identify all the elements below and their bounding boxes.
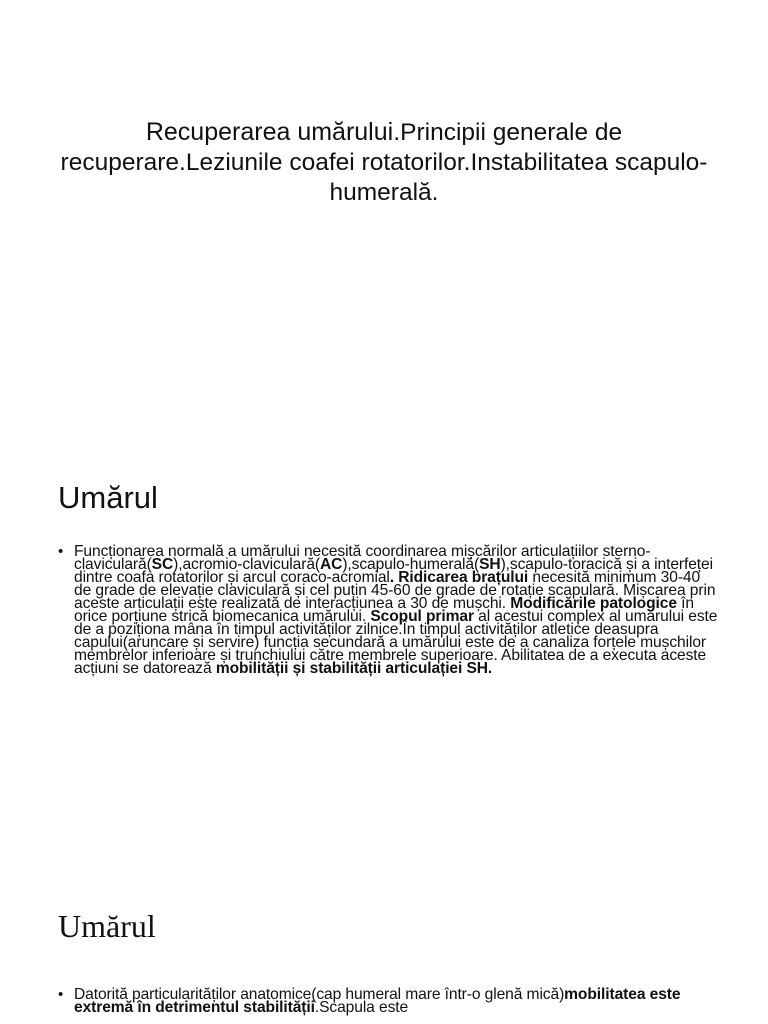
bullet-list (58, 988, 718, 1014)
text-run: necesită minimum 30-40 de grade de elevație claviculară și cel puțin 45-60 de grade de rotație scapulară. Mișcarea prin aceste articulații este realizată de interacțiunea a 30 de mușchi. (74, 569, 716, 612)
text-run: ),acromio-claviculară( (173, 556, 320, 573)
slide-heading: Umărul (58, 480, 158, 515)
text-run-bold: AC (319, 556, 343, 573)
text-run-bold: SC (151, 556, 174, 573)
title-rest: Principii generale de recuperare.Leziunile coafei rotatorilor.Instabilitatea scapulo-humerală. (60, 119, 708, 206)
presentation-title (60, 117, 708, 208)
text-run: .Scapula este (314, 999, 409, 1016)
slide-umarul-stability (0, 864, 768, 1024)
bullet-list (58, 545, 718, 675)
bullet-text (74, 986, 680, 1016)
bullet-icon: • (58, 986, 64, 1003)
text-run: ),scapulo-toracică și a interfeței dintre coafa rotatorilor și arcul coraco-acromial (74, 556, 713, 586)
text-run-bold: SH (479, 556, 501, 573)
slide-heading: Umărul (58, 908, 156, 944)
list-item (58, 988, 718, 1014)
text-run-bold: mobilității și stabilității articulației SH. (215, 660, 493, 677)
text-run: ),scapulo-humerală( (342, 556, 480, 573)
text-run-bold: Scopul primar (370, 608, 474, 625)
text-run-bold: . Ridicarea brațului (389, 569, 529, 586)
text-run: în orice porțiune strică biomecanica umărului. (74, 595, 694, 625)
bullet-icon: • (58, 543, 64, 560)
slide-title (0, 0, 768, 432)
text-run-bold: mobilitatea este extremă în detrimentul stabilității (74, 986, 681, 1016)
text-run: Funcționarea normală a umărului necesită coordinarea mișcărilor articulațiilor sterno-claviculară( (74, 543, 651, 573)
text-run: al acestui complex al umărului este de a poziționa mâna în timpul activităților zilnice.În timpul activităților atletice deasupra capului(aruncare și servire) funcția secundară a umărului este de a canaliza forțele mușchilor membrelor inferioare și trunchiului către membrele superioare. Abilitatea de a executa aceste acțiuni se datorează (74, 608, 718, 677)
bullet-text (74, 543, 717, 677)
slide-umarul-overview (0, 432, 768, 864)
list-item (58, 545, 718, 675)
text-run-bold: Modificările patologice (510, 595, 677, 612)
title-lead: Recuperarea umărului. (145, 118, 401, 146)
text-run: Datorită particularităților anatomice(cap humeral mare într-o glenă mică) (74, 986, 565, 1003)
